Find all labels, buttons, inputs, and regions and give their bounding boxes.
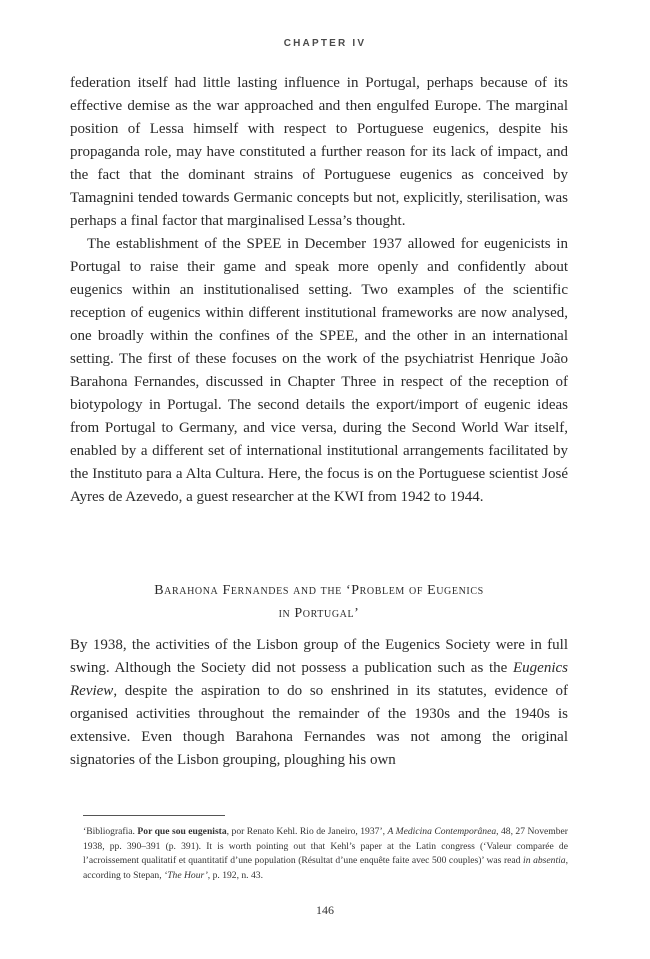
footnote-italic-hour: ‘The Hour’ [164, 869, 208, 881]
footnote-text-b: , por Renato Kehl. Rio de Janeiro, 1937’, [226, 826, 388, 837]
body-text [70, 72, 568, 509]
footnote-text [83, 825, 568, 883]
paragraph-3 [70, 634, 568, 772]
journal-title-italic: Eugenics Review [70, 660, 568, 699]
footnote-rule [83, 815, 225, 816]
footnote-italic-journal: A Medicina Contemporânea [387, 826, 497, 837]
footnote-bold-title: Por que sou eugenista [137, 826, 227, 837]
footnote-text-e: , p. 192, n. 43. [207, 869, 263, 881]
body-text-continued [70, 634, 568, 772]
footnote [83, 825, 568, 883]
section-heading-line-1: Barahona Fernandes and the ‘Problem of Eugenics [154, 583, 484, 598]
footnote-text-d: , according to Stepan, [83, 855, 568, 881]
paragraph-3-text-b: , despite the aspiration to do so enshrined in its statutes, evidence of organised activities throughout the remainder of the 1930s and the 1940s is extensive. Even though Barahona Fernandes was not among the original signatories of the Lisbon grouping, ploughing his own [70, 683, 568, 768]
page-number: 146 [316, 903, 334, 917]
running-head: CHAPTER IV [283, 38, 367, 49]
paragraph-2: The establishment of the SPEE in December 1937 allowed for eugenicists in Portugal to raise their game and speak more openly and confidently about eugenics within an institutionalised setting. Two examples of the scientific reception of eugenics within different institutional frameworks are now analysed, one broadly within the confines of the SPEE, and the other in an international setting. The first of these focuses on the work of the psychiatrist Henrique João Barahona Fernandes, discussed in Chapter Three in respect of the reception of biotypology in Portugal. The second details the export/import of eugenic ideas from Portugal to Germany, and vice versa, during the Second World War itself, enabled by a different set of international institutional arrangements facilitated by the Instituto para a Alta Cultura. Here, the focus is on the Portuguese scientist José Ayres de Azevedo, a guest researcher at the KWI from 1942 to 1944. [70, 236, 568, 505]
section-heading [70, 579, 568, 625]
paragraph-3-text-a: By 1938, the activities of the Lisbon group of the Eugenics Society were in full swing. Although the Society did not possess a publication such as the [70, 637, 568, 676]
section-heading-line-2: in Portugal’ [278, 606, 360, 621]
footnote-italic-absentia: in absentia [523, 855, 566, 866]
footnote-text-a: ‘Bibliografia. [83, 826, 138, 837]
paragraph-1: federation itself had little lasting influence in Portugal, perhaps because of its effective demise as the war approached and then engulfed Europe. The marginal position of Lessa himself with respect to Portuguese eugenics, despite his propaganda role, may have constituted a further reason for its lack of impact, and the fact that the dominant strains of Portuguese eugenics as conceived by Tamagnini tended towards Germanic concepts but not, explicitly, sterilisation, was perhaps a final factor that marginalised Lessa’s thought. [70, 75, 568, 229]
footnote-text-c: , 48, 27 November 1938, pp. 390–391 (p. 391). It is worth pointing out that Kehl’s paper at the Latin congress (‘Valeur comparée de l’acroissement qualitatif et quantitatif d’une population (Résultat d’une enquête faite avec 500 couples)’ was read [83, 826, 568, 866]
